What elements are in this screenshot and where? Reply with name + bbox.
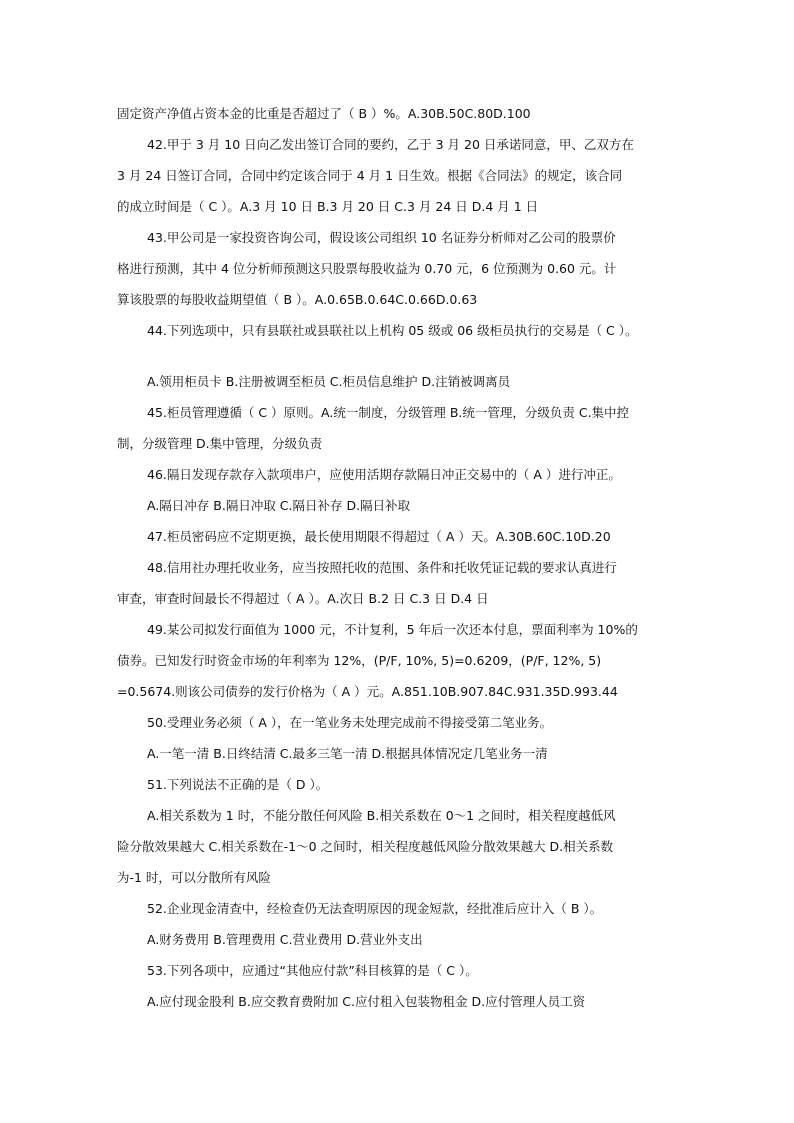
text-line: 48.信用社办理托收业务，应当按照托收的范围、条件和托收凭证记载的要求认真进行 xyxy=(147,560,617,575)
text-line: 的成立时间是（ C ）。A.3 月 10 日 B.3 月 20 日 C.3 月 24 日 D.4 月 1 日 xyxy=(117,199,539,214)
text-line: A.相关系数为 1 时，不能分散任何风险 B.相关系数在 0～1 之间时，相关程度越低风 xyxy=(147,808,616,823)
text-line: 格进行预测，其中 4 位分析师预测这只股票每股收益为 0.70 元，6 位预测为 0.60 元。计 xyxy=(117,261,617,276)
text-line: 制，分级管理 D.集中管理，分级负责 xyxy=(117,436,323,451)
text-line: 51.下列说法不正确的是（ D ）。 xyxy=(147,777,329,792)
text-line: A.一笔一清 B.日终结清 C.最多三笔一清 D.根据具体情况定几笔业务一清 xyxy=(147,746,548,761)
text-line: 46.隔日发现存款存入款项串户，应使用活期存款隔日冲正交易中的（ A ）进行冲正。 xyxy=(147,467,621,482)
document-page xyxy=(117,98,682,1017)
text-line: 固定资产净值占资本金的比重是否超过了（ B ）%。A.30B.50C.80D.100 xyxy=(117,106,531,121)
text-line: 49.某公司拟发行面值为 1000 元，不计复利，5 年后一次还本付息，票面利率为 10%的 xyxy=(147,622,638,637)
text-line: A.应付现金股利 B.应交教育费附加 C.应付租入包装物租金 D.应付管理人员工资 xyxy=(147,994,586,1009)
text-line: A.隔日冲存 B.隔日冲取 C.隔日补存 D.隔日补取 xyxy=(147,498,411,513)
text-line: A.领用柜员卡 B.注册被调至柜员 C.柜员信息维护 D.注销被调离员 xyxy=(147,374,511,389)
text-line: A.财务费用 B.管理费用 C.营业费用 D.营业外支出 xyxy=(147,932,423,947)
text-line: 44.下列选项中，只有县联社或县联社以上机构 05 级或 06 级柜员执行的交易是（ C ）。 xyxy=(147,323,638,338)
text-line: 险分散效果越大 C.相关系数在-1～0 之间时，相关程度越低风险分散效果越大 D.相关系数 xyxy=(117,839,614,854)
text-line: 45.柜员管理遵循（ C ）原则。A.统一制度，分级管理 B.统一管理，分级负责 C.集中控 xyxy=(147,405,630,420)
text-line: 42.甲于 3 月 10 日向乙发出签订合同的要约，乙于 3 月 20 日承诺同意，甲、乙双方在 xyxy=(147,137,634,152)
text-line: 审查，审查时间最长不得超过（ A ）。A.次日 B.2 日 C.3 日 D.4 日 xyxy=(117,591,489,606)
text-line: 53.下列各项中，应通过“其他应付款”科目核算的是（ C ）。 xyxy=(147,963,478,978)
text-line: 债券。已知发行时资金市场的年利率为 12%，(P/F, 10%, 5)=0.6209，(P/F, 12%, 5) xyxy=(117,653,602,668)
text-line: 43.甲公司是一家投资咨询公司，假设该公司组织 10 名证券分析师对乙公司的股票价 xyxy=(147,230,616,245)
text-line: 算该股票的每股收益期望值（ B ）。A.0.65B.0.64C.0.66D.0.63 xyxy=(117,292,478,307)
text-line: 为-1 时，可以分散所有风险 xyxy=(117,870,271,885)
text-line: 50.受理业务必须（ A ），在一笔业务未处理完成前不得接受第二笔业务。 xyxy=(147,715,553,730)
text-line: 47.柜员密码应不定期更换，最长使用期限不得超过（ A ）天。A.30B.60C.10D.20 xyxy=(147,529,611,544)
text-line: =0.5674.则该公司债券的发行价格为（ A ）元。A.851.10B.907.84C.931.35D.993.44 xyxy=(117,684,618,699)
text-line: 3 月 24 日签订合同，合同中约定该合同于 4 月 1 日生效。根据《合同法》的规定，该合同 xyxy=(117,168,623,183)
text-line: 52.企业现金清查中，经检查仍无法查明原因的现金短款，经批准后应计入（ B ）。 xyxy=(147,901,603,916)
paragraph-gap xyxy=(117,346,682,366)
